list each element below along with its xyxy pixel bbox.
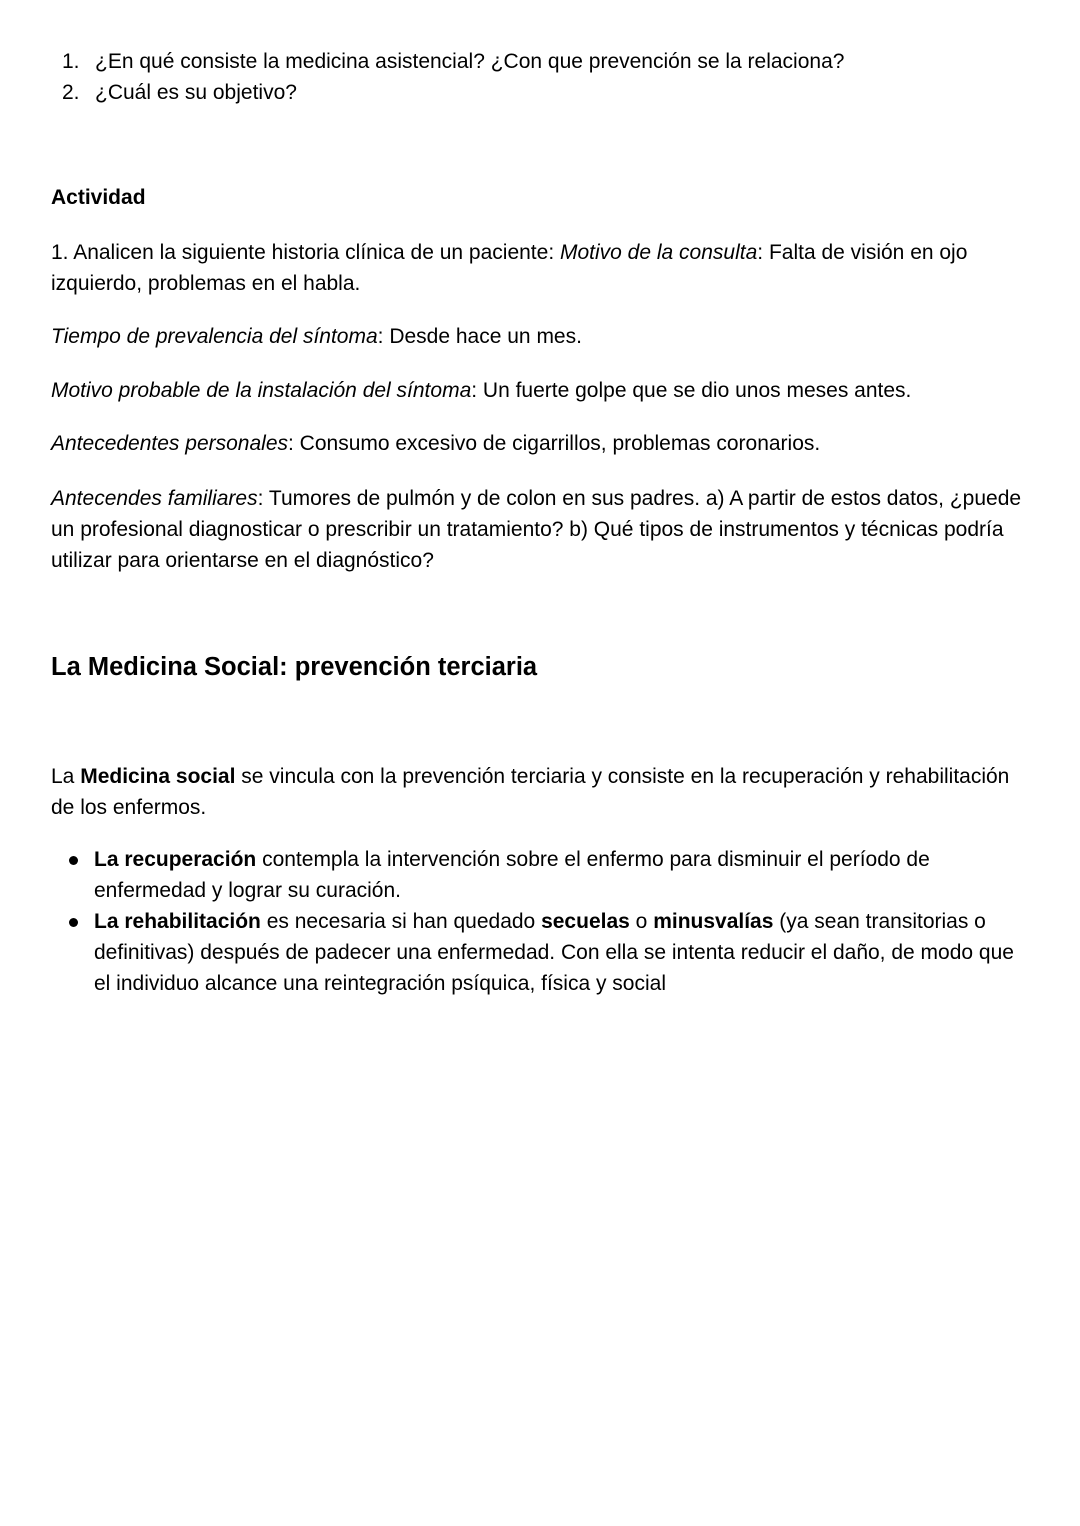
bold-term: La recuperación bbox=[94, 848, 257, 871]
list-item: La recuperación contempla la intervención sobre el enfermo para disminuir el período de enfermedad y lograr su curación. bbox=[51, 844, 1031, 906]
bullet-list bbox=[51, 844, 1031, 999]
field-value: : Consumo excesivo de cigarrillos, problemas coronarios. bbox=[288, 432, 821, 455]
field-label: Antecedentes personales bbox=[51, 432, 288, 455]
field-value: : Un fuerte golpe que se dio unos meses antes. bbox=[471, 379, 912, 402]
list-number: 2. bbox=[62, 81, 80, 104]
activity-item bbox=[51, 483, 1031, 576]
field-label: Tiempo de prevalencia del síntoma bbox=[51, 325, 378, 348]
bold-term: La rehabilitación bbox=[94, 910, 261, 933]
questions-list bbox=[51, 46, 1031, 108]
bullet-icon bbox=[69, 918, 78, 927]
section-intro: La Medicina social se vincula con la prevención terciaria y consiste en la recuperación y rehabilitación de los enfermos. bbox=[51, 765, 1010, 819]
field-value: : Tumores de pulmón y de colon en sus padres. a) A partir de estos datos, ¿puede un profesional diagnosticar o prescribir un tratamiento? b) Qué tipos de instrumentos y técnicas podría utilizar para orientarse en el diagnóstico? bbox=[51, 487, 1022, 572]
activity-item bbox=[51, 375, 1031, 406]
question-text: ¿Cuál es su objetivo? bbox=[95, 81, 297, 104]
field-value: : Falta de visión en ojo izquierdo, problemas en el habla. bbox=[51, 241, 968, 295]
section-title: La Medicina Social: prevención terciaria bbox=[51, 653, 538, 681]
list-item bbox=[51, 46, 1031, 77]
bold-term: secuelas bbox=[541, 910, 630, 933]
field-label: Motivo de la consulta bbox=[560, 241, 758, 264]
field-label: Antecendes familiares bbox=[51, 487, 258, 510]
question-text: ¿En qué consiste la medicina asistencial? ¿Con que prevención se la relaciona? bbox=[95, 50, 845, 73]
activity-heading: Actividad bbox=[51, 186, 146, 209]
bold-term: Medicina social bbox=[80, 765, 236, 788]
field-value: : Desde hace un mes. bbox=[377, 325, 582, 348]
activity-item bbox=[51, 428, 1031, 459]
bold-term: minusvalías bbox=[653, 910, 774, 933]
list-item: La rehabilitación es necesaria si han quedado secuelas o minusvalías (ya sean transitorias o definitivas) después de padecer una enfermedad. Con ella se intenta reducir el daño, de modo que el individuo alcance una reintegración psíquica, física y social bbox=[51, 906, 1031, 999]
list-number: 1. bbox=[62, 50, 80, 73]
field-label: Motivo probable de la instalación del síntoma bbox=[51, 379, 472, 402]
activity-intro: 1. Analicen la siguiente historia clínica de un paciente: Motivo de la consulta: Falta de visión en ojo izquierdo, problemas en el habla. bbox=[51, 241, 968, 295]
activity-item bbox=[51, 321, 1031, 352]
bullet-icon bbox=[69, 856, 78, 865]
list-item bbox=[51, 77, 1031, 108]
